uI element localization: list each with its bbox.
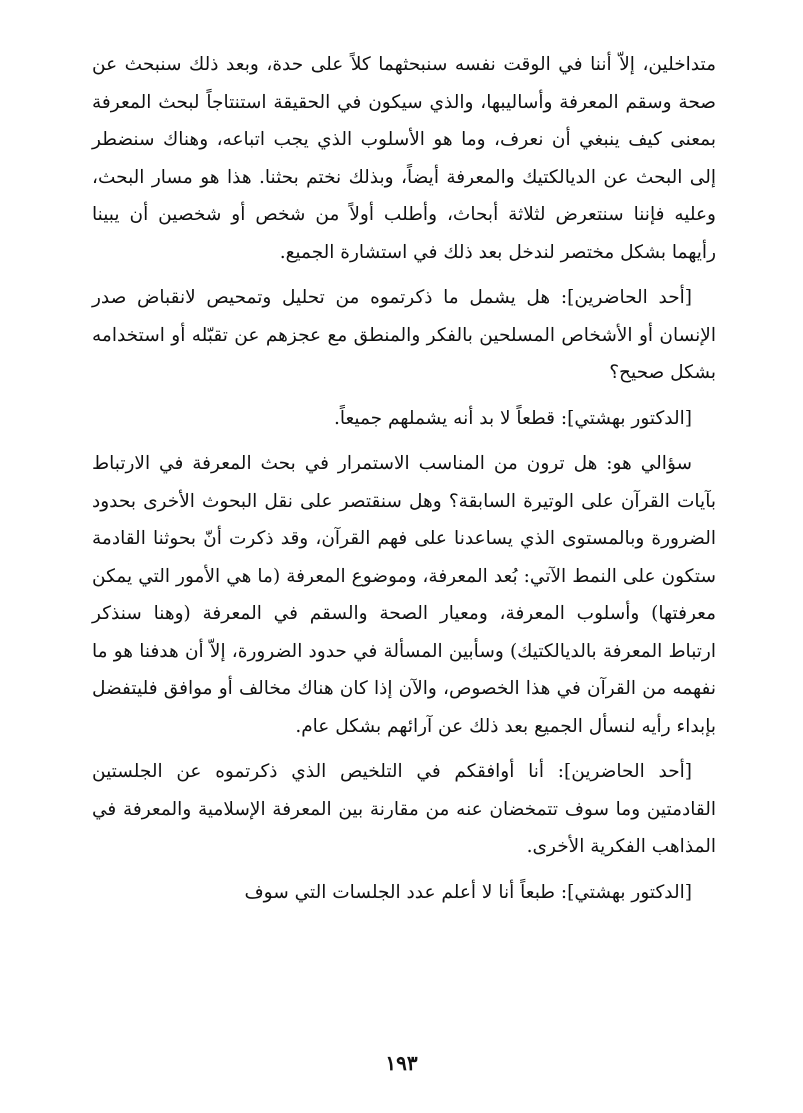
paragraph-1: متداخلين، إلاّ أننا في الوقت نفسه سنبحثهما كلاً على حدة، وبعد ذلك سنبحث عن صحة وسقم المعرفة وأساليبها، والذي سيكون في الحقيقة استنتاجاً لبحث المعرفة بمعنى كيف ينبغي أن نعرف، وما هو الأسلوب الذي يجب اتباعه، وهناك سنضطر إلى البحث عن الديالكتيك والمعرفة أيضاً، وبذلك نختم بحثنا. هذا هو مسار البحث، وعليه فإننا سنتعرض لثلاثة أبحاث، وأطلب أولاً من شخص أو شخصين أن يبينا رأيهما بشكل مختصر لندخل بعد ذلك في استشارة الجميع. (92, 54, 716, 263)
paragraph-2: [أحد الحاضرين]: هل يشمل ما ذكرتموه من تحليل وتمحيص لانقباض صدر الإنسان أو الأشخاص المسلحين بالفكر والمنطق مع عجزهم عن تقبّله أو استخدامه بشكل صحيح؟ (92, 287, 716, 383)
paragraph-6: [الدكتور بهشتي]: طبعاً أنا لا أعلم عدد الجلسات التي سوف (244, 881, 692, 903)
page-body (92, 46, 716, 919)
page-number: ١٩٣ (385, 1051, 418, 1075)
paragraph-5: [أحد الحاضرين]: أنا أوافقكم في التلخيص الذي ذكرتموه عن الجلستين القادمتين وما سوف تتمخضان عنه من مقارنة بين المعرفة الإسلامية والمعرفة في المذاهب الفكرية الأخرى. (92, 761, 716, 857)
paragraph-4: سؤالي هو: هل ترون من المناسب الاستمرار في بحث المعرفة في الارتباط بآيات القرآن على الوتيرة السابقة؟ وهل سنقتصر على نقل البحوث الأخرى بحدود الضرورة وبالمستوى الذي يساعدنا على فهم القرآن، وقد ذكرت أنّ بحوثنا القادمة ستكون على النمط الآتي: بُعد المعرفة، وموضوع المعرفة (ما هي الأمور التي يمكن معرفتها) وأسلوب المعرفة، ومعيار الصحة والسقم في المعرفة (وهنا سنذكر ارتباط المعرفة بالديالكتيك) وسأبين المسألة في حدود الضرورة، إلاّ أن هدفنا هو ما نفهمه من القرآن في هذا الخصوص، والآن إذا كان هناك مخالف أو موافق فليتفضل بإبداء رأيه لنسأل الجميع بعد ذلك عن آرائهم بشكل عام. (92, 453, 716, 737)
paragraph-3: [الدكتور بهشتي]: قطعاً لا بد أنه يشملهم جميعاً. (333, 407, 692, 429)
